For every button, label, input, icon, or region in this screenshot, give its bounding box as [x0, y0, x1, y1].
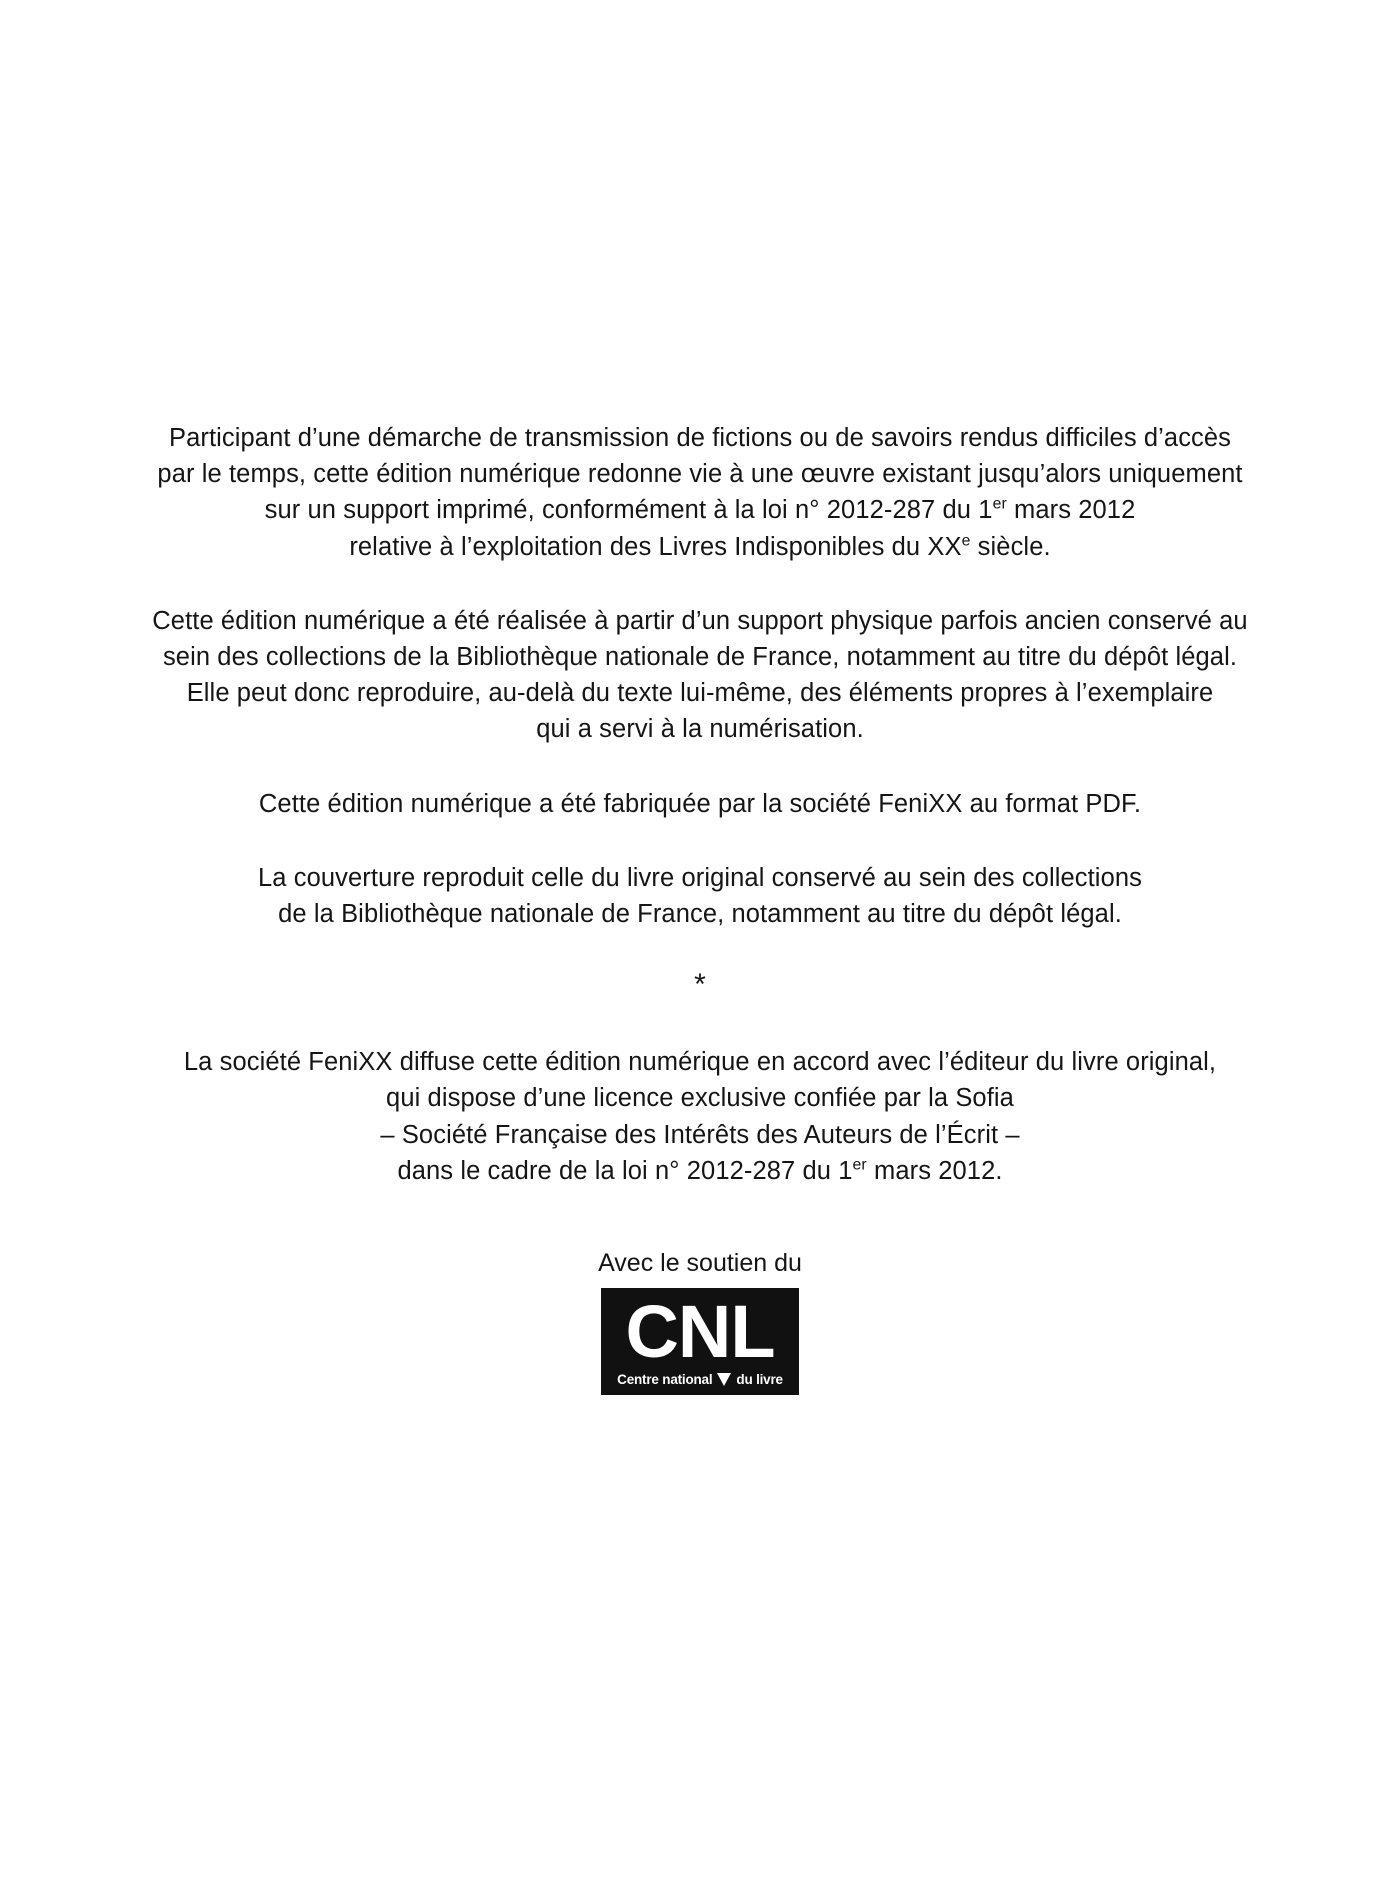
- paragraph-source: [110, 603, 1290, 748]
- diffusion-line-1: La société FeniXX diffuse cette édition numérique en accord avec l’éditeur du livre original,: [183, 1048, 1217, 1077]
- ordinal-suffix-e: e: [961, 532, 971, 550]
- source-line-2: sein des collections de la Bibliothèque nationale de France, notamment au titre du dépôt légal.: [162, 643, 1238, 672]
- cnl-logo: [601, 1288, 799, 1395]
- diffusion-line-3: – Société Française des Intérêts des Auteurs de l’Écrit –: [380, 1120, 1020, 1149]
- cnl-tagline-right: du livre: [736, 1372, 783, 1388]
- source-line-1: Cette édition numérique a été réalisée à partir d’un support physique parfois ancien conservé au: [152, 606, 1248, 635]
- paragraph-intro: [110, 420, 1290, 565]
- support-label: Avec le soutien du: [598, 1249, 802, 1278]
- triangle-icon: [717, 1373, 731, 1386]
- diffusion-line-4: dans le cadre de la loi n° 2012-287 du 1er mars 2012.: [397, 1156, 1003, 1185]
- intro-line-3: sur un support imprimé, conformément à la loi n° 2012-287 du 1er mars 2012: [264, 495, 1136, 525]
- paragraph-diffusion: [110, 1044, 1290, 1189]
- paragraph-format: [110, 786, 1290, 822]
- cover-line-2: de la Bibliothèque nationale de France, notamment au titre du dépôt légal.: [278, 900, 1122, 929]
- source-line-3: Elle peut donc reproduire, au-delà du texte lui-même, des éléments propres à l’exemplaire: [186, 679, 1214, 708]
- section-separator-asterisk: *: [694, 968, 706, 1002]
- intro-line-2: par le temps, cette édition numérique redonne vie à une œuvre existant jusqu’alors uniquement: [157, 460, 1243, 489]
- ordinal-suffix-er: er: [992, 495, 1007, 513]
- source-line-4: qui a servi à la numérisation.: [536, 715, 864, 744]
- cnl-tagline-left: Centre national: [617, 1372, 713, 1388]
- cnl-logo-letters: CNL: [625, 1290, 775, 1374]
- legal-notice-block: [110, 420, 1290, 1395]
- diffusion-line-2: qui dispose d’une licence exclusive confiée par la Sofia: [386, 1084, 1014, 1113]
- intro-line-1: Participant d’une démarche de transmission de fictions ou de savoirs rendus difficiles d’accès: [168, 424, 1232, 452]
- intro-line-4: relative à l’exploitation des Livres Indisponibles du XXe siècle.: [349, 532, 1051, 561]
- format-line-1: Cette édition numérique a été fabriquée par la société FeniXX au format PDF.: [258, 789, 1142, 818]
- support-block: [110, 1249, 1290, 1395]
- ordinal-suffix-er-2: er: [852, 1156, 867, 1174]
- cover-line-1: La couverture reproduit celle du livre original conservé au sein des collections: [258, 863, 1142, 892]
- paragraph-cover: [110, 860, 1290, 932]
- cnl-logo-tagline: [613, 1372, 787, 1387]
